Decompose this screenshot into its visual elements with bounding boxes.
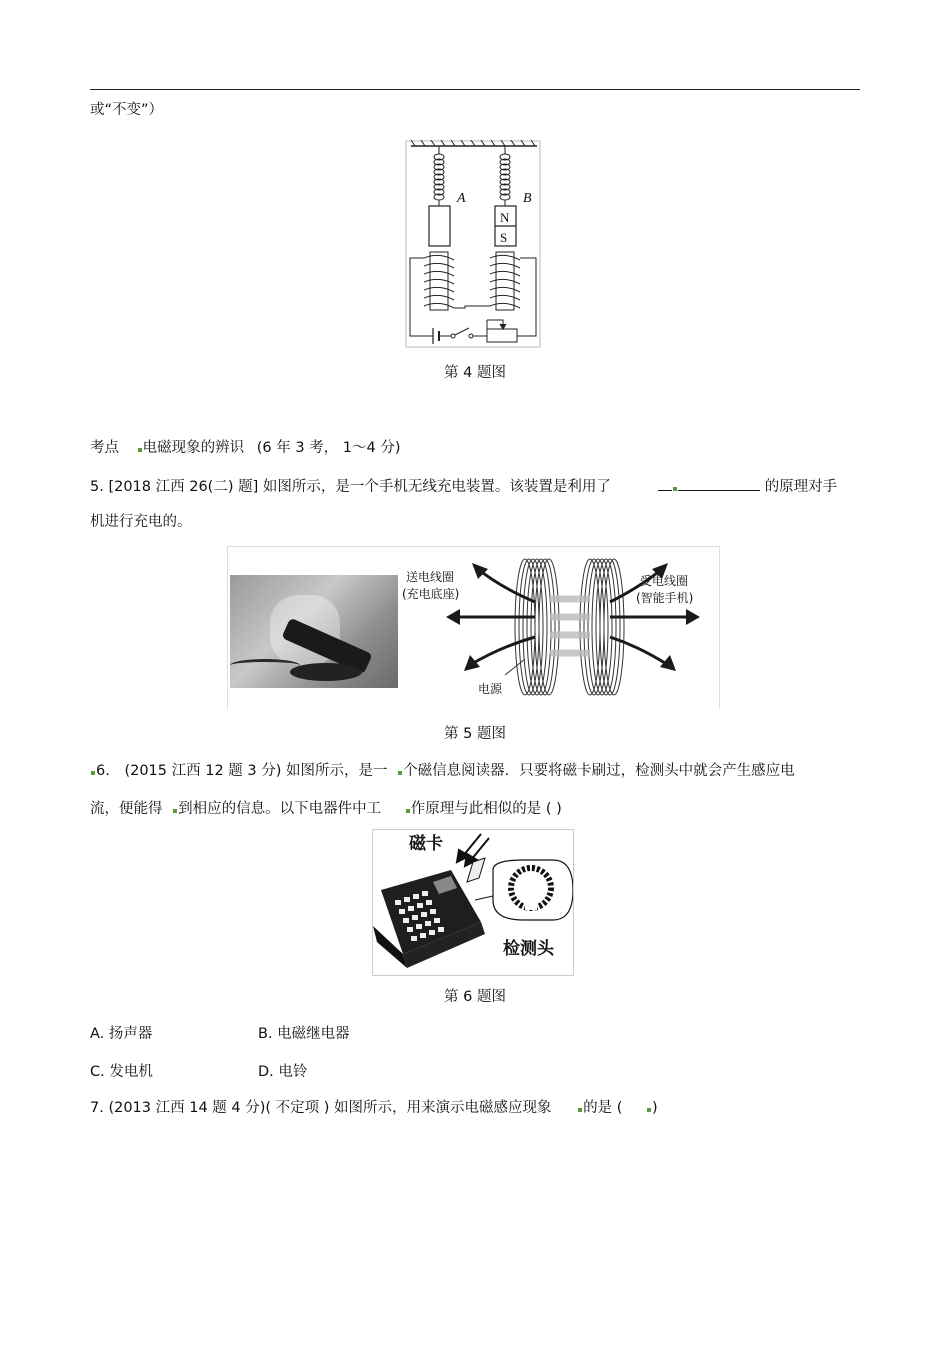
q6-text-a: (2015 江西 12 题 3 分) 如图所示，是一 (124, 763, 388, 779)
q5-answer-blank[interactable] (658, 479, 760, 495)
receive-coil-rings (580, 559, 624, 695)
green-mark (91, 771, 95, 775)
send-coil-rings (515, 559, 559, 695)
q6-text-b: 个磁信息阅读器．只要将磁卡刷过，检测头中就会产生感应电 (403, 763, 795, 779)
circuit-wires (410, 258, 536, 344)
q7-text-c: ) (652, 1100, 658, 1116)
green-mark (406, 809, 410, 813)
green-mark (647, 1108, 651, 1112)
header-rule (90, 89, 860, 90)
detail-leader-line (475, 896, 493, 900)
question-7-line (90, 1098, 658, 1118)
green-mark (673, 487, 677, 491)
q7-text-b: 的是 ( (583, 1100, 623, 1116)
q5-text-end: 的原理对手 (764, 479, 838, 495)
figure-5 (227, 546, 720, 709)
q6-text-c: 流，便能得 (90, 801, 163, 817)
continued-text: 或“不变”） (90, 102, 164, 118)
receive-coil-label: 受电线圈 (640, 574, 689, 588)
q6-text-d: 到相应的信息。以下电器件中工 (178, 801, 382, 817)
question-6-line-2 (90, 799, 562, 819)
section-heading (90, 438, 400, 458)
coil-b (490, 252, 520, 310)
send-coil-sublabel: (充电底座) (402, 587, 460, 601)
option-c[interactable]: C. 发电机 (90, 1064, 153, 1080)
card-label: 磁卡 (409, 834, 443, 854)
option-b[interactable]: B. 电磁继电器 (258, 1026, 350, 1042)
question-6-line-1 (90, 761, 795, 781)
label-n: N (500, 210, 510, 225)
q7-text: 7. (2013 江西 14 题 4 分)( 不定项 ) 如图所示，用来演示电磁感应现象 (90, 1100, 552, 1116)
figure-6 (372, 829, 574, 976)
figure-5-caption: 第 5 题图 (444, 726, 506, 742)
q5-text-start: 5. [2018 江西 26(二) 题] 如图所示，是一个手机无线充电装置。该装置是利用了 (90, 479, 611, 495)
option-d[interactable]: D. 电铃 (258, 1064, 308, 1080)
question-5-line-2: 机进行充电的。 (90, 514, 192, 530)
reader-device (373, 870, 485, 968)
figure-6-caption: 第 6 题图 (444, 989, 506, 1005)
green-mark (398, 771, 402, 775)
coil-a (424, 252, 454, 310)
spring-a (434, 146, 444, 206)
detection-head-label: 检测头 (503, 939, 554, 959)
section-prefix: 考点 (90, 440, 119, 456)
iron-block-a (429, 206, 450, 246)
label-b: B (523, 191, 532, 206)
charger-base (290, 663, 362, 681)
section-meta: (6 年 3 考， 1～4 分) (256, 440, 401, 456)
receive-coil-sublabel: (智能手机) (636, 591, 694, 605)
green-mark (138, 448, 142, 452)
send-coil-label: 送电线圈 (406, 570, 455, 584)
q6-text-e: 作原理与此相似的是 ( ) (410, 801, 562, 817)
phone-on-charger-photo (230, 575, 398, 688)
spring-b (500, 146, 510, 206)
figure-4-caption: 第 4 题图 (444, 365, 506, 381)
q6-number: 6. (96, 763, 110, 779)
card-reader-diagram (373, 830, 574, 976)
section-title: 电磁现象的辨识 (142, 440, 245, 456)
figure-4-diagram (405, 140, 541, 348)
green-mark (173, 809, 177, 813)
label-s: S (500, 230, 508, 245)
power-label: 电源 (478, 682, 503, 696)
coil-diagram (400, 547, 720, 710)
option-a[interactable]: A. 扬声器 (90, 1026, 153, 1042)
question-5-line-1 (90, 476, 837, 497)
cable (230, 659, 300, 672)
label-a: A (457, 191, 466, 206)
green-mark (578, 1108, 582, 1112)
